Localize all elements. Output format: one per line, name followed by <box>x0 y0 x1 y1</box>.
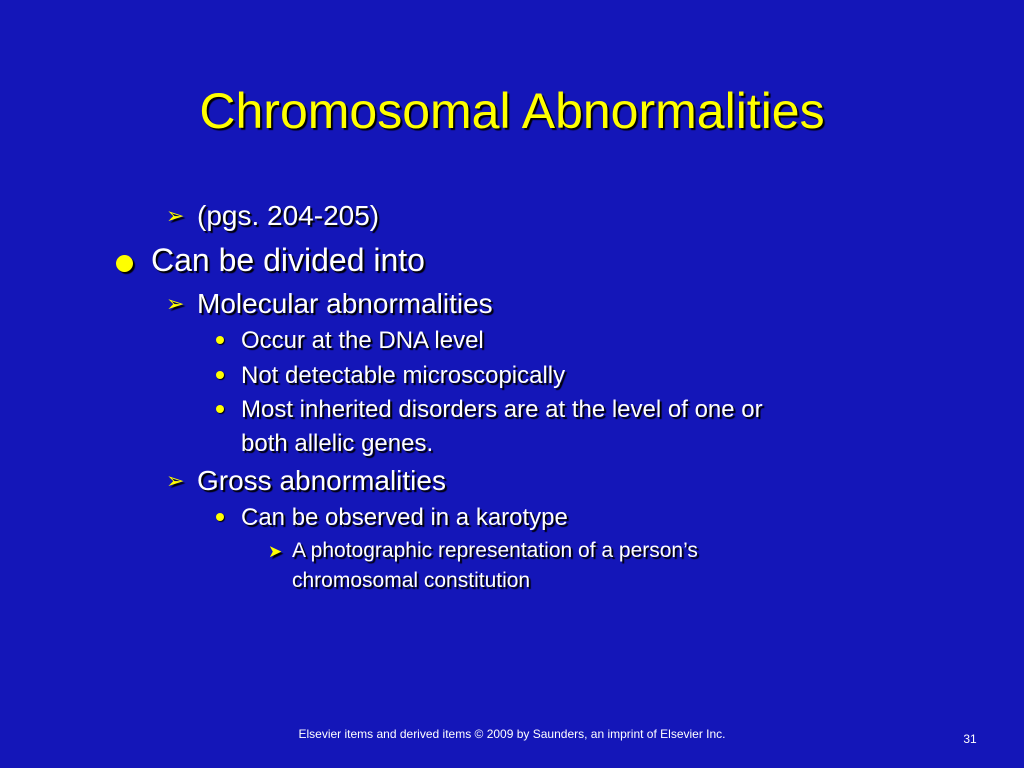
arrow-bullet-icon: ➢ <box>166 468 185 493</box>
bullet-text: (pgs. 204-205) <box>197 200 380 231</box>
arrow-bullet-icon: ➤ <box>268 542 283 561</box>
bullet-not-detectable <box>216 359 565 393</box>
bullet-pages <box>166 198 379 234</box>
bullet-text: Gross abnormalities <box>197 465 446 496</box>
bullet-text: Can be divided into <box>151 242 425 278</box>
dot-bullet-icon <box>216 513 224 521</box>
bullet-text: Molecular abnormalities <box>197 288 493 319</box>
bullet-text: Occur at the DNA level <box>241 327 484 354</box>
bullet-inherited <box>216 393 763 427</box>
arrow-bullet-icon: ➢ <box>166 291 185 316</box>
bullet-text: both allelic genes. <box>241 430 434 457</box>
page-number: 31 <box>963 732 977 746</box>
bullet-text: Not detectable microscopically <box>241 362 566 389</box>
bullet-divided <box>116 240 425 280</box>
bullet-gross <box>166 463 446 499</box>
bullet-photographic <box>268 536 698 566</box>
bullet-text: chromosomal constitution <box>292 569 531 592</box>
bullet-text: Can be observed in a karotype <box>241 504 568 531</box>
bullet-text: A photographic representation of a person’s <box>292 539 698 562</box>
slide-title: Chromosomal Abnormalities <box>199 83 825 139</box>
bullet-dna-level <box>216 324 484 358</box>
bullet-karotype <box>216 501 568 535</box>
dot-bullet-icon <box>216 336 224 344</box>
bullet-inherited-continued <box>241 427 433 461</box>
dot-bullet-icon <box>216 371 224 379</box>
bullet-molecular <box>166 286 493 322</box>
bullet-photographic-continued <box>292 566 530 596</box>
dot-bullet-icon <box>216 405 224 413</box>
dot-bullet-icon <box>116 255 133 272</box>
bullet-text: Most inherited disorders are at the level of one or <box>241 396 763 423</box>
footer-copyright: Elsevier items and derived items © 2009 by Saunders, an imprint of Elsevier Inc. <box>298 727 726 741</box>
arrow-bullet-icon: ➢ <box>166 203 185 228</box>
